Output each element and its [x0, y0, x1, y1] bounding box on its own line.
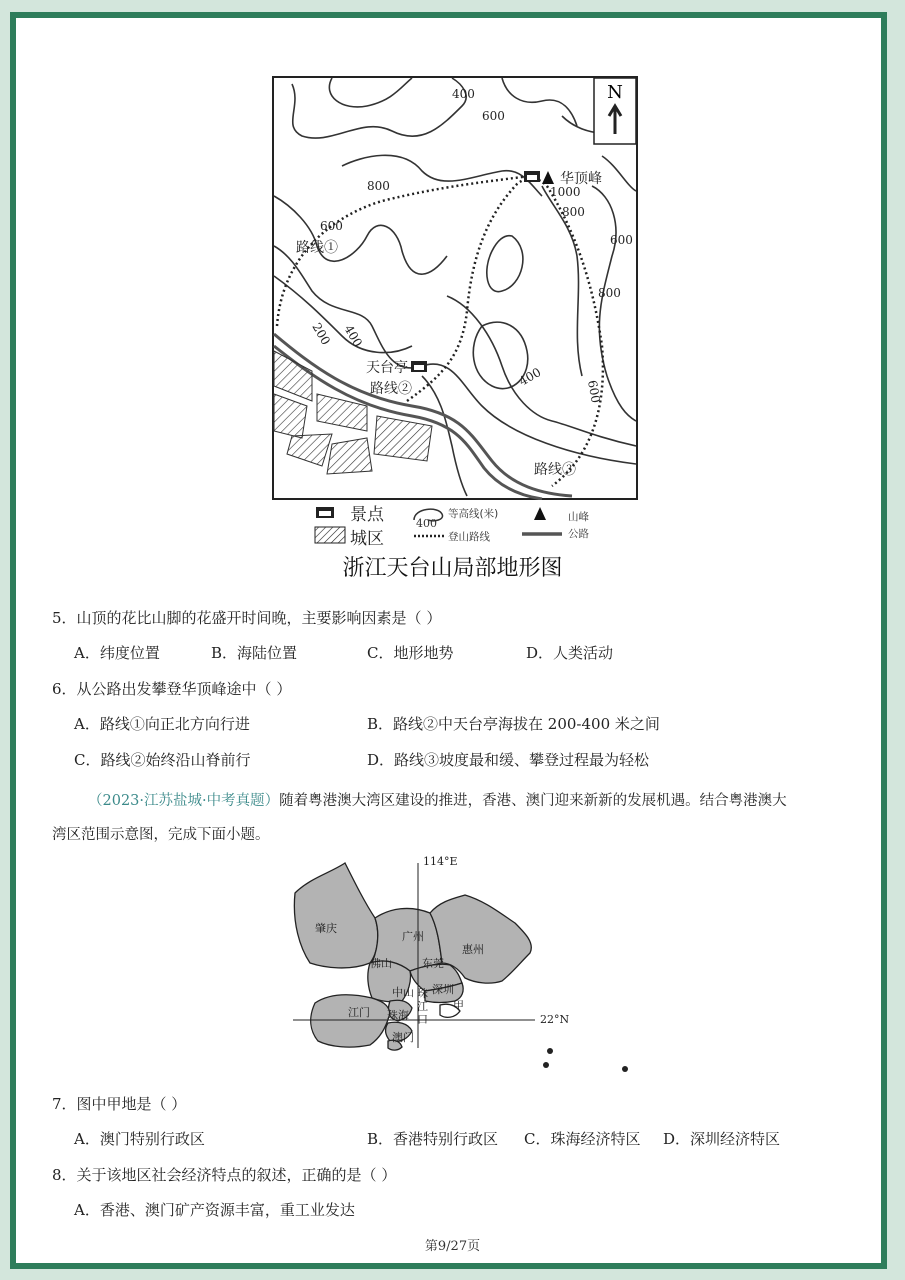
q6-option-d[interactable]: D．路线③坡度最和缓、攀登过程最为轻松 — [367, 751, 650, 769]
question-8-stem: 8．关于该地区社会经济特点的叙述，正确的是（ ） — [52, 1166, 397, 1184]
scenic-icon — [411, 361, 427, 372]
latitude-label: 22°N — [540, 1013, 570, 1026]
legend-contour-label: 等高线(米) — [448, 508, 499, 520]
contour-label: 400 — [452, 87, 475, 101]
q7-option-c[interactable]: C．珠海经济特区 — [524, 1130, 641, 1148]
river-label: 口 — [417, 1013, 428, 1026]
city-label: 深圳 — [432, 983, 454, 996]
pavilion-label: 天台亭 — [366, 360, 408, 376]
contour-label: 400 — [341, 322, 365, 350]
legend-scenic: 景点 — [350, 505, 384, 525]
contour-label: 800 — [367, 179, 390, 193]
question-6-stem: 6．从公路出发攀登华顶峰途中（ ） — [52, 680, 292, 698]
contour-label: 600 — [482, 109, 505, 123]
contour-label: 800 — [598, 286, 621, 300]
island-dot — [543, 1062, 549, 1068]
q6-option-b[interactable]: B．路线②中天台亭海拔在 200-400 米之间 — [367, 715, 660, 733]
river-label: 江 — [417, 1000, 428, 1013]
map-title: 浙江天台山局部地形图 — [342, 556, 563, 581]
legend-trail-label: 登山路线 — [448, 531, 490, 543]
q7-option-b[interactable]: B．香港特别行政区 — [367, 1130, 499, 1148]
city-label: 肇庆 — [315, 922, 337, 935]
contour-label: 600 — [610, 233, 633, 247]
city-label: 佛山 — [370, 957, 392, 970]
contour-label: 600 — [585, 379, 603, 405]
topographic-map — [272, 76, 638, 500]
location-jia-label: 甲 — [453, 999, 464, 1012]
peak-name-label: 华顶峰 — [560, 171, 602, 187]
scenic-icon — [316, 507, 334, 518]
q6-option-c[interactable]: C．路线②始终沿山脊前行 — [74, 751, 251, 769]
contour-label: 1000 — [550, 185, 581, 199]
peak-icon — [534, 507, 546, 520]
q5-option-d[interactable]: D．人类活动 — [526, 644, 614, 662]
legend-road-label: 公路 — [568, 528, 589, 540]
bay-area-map — [290, 853, 640, 1078]
contour-label: 400 — [516, 365, 544, 389]
q6-option-a[interactable]: A．路线①向正北方向行进 — [74, 715, 250, 733]
intro-line-2: 湾区范围示意图，完成下面小题。 — [52, 827, 270, 843]
source-tag: （2023·江苏盐城·中考真题） — [88, 793, 280, 809]
city-label: 珠海 — [387, 1009, 409, 1022]
river-label: 珠 — [417, 987, 428, 1000]
intro-paragraph — [52, 784, 852, 852]
q8-option-a[interactable]: A．香港、澳门矿产资源丰富，重工业发达 — [74, 1201, 355, 1219]
q7-option-d[interactable]: D．深圳经济特区 — [663, 1130, 781, 1148]
q5-option-b[interactable]: B．海陆位置 — [211, 644, 298, 662]
city-label: 中山 — [392, 986, 414, 999]
island-dot — [547, 1048, 553, 1054]
q7-option-a[interactable]: A．澳门特别行政区 — [74, 1130, 205, 1148]
legend-peak-label: 山峰 — [568, 511, 589, 523]
contour-label: 800 — [562, 205, 585, 219]
city-label: 澳门 — [392, 1031, 414, 1044]
q5-option-c[interactable]: C．地形地势 — [367, 644, 454, 662]
city-label: 江门 — [348, 1006, 370, 1019]
contour-label: 600 — [320, 219, 343, 233]
route-1-label: 路线① — [296, 240, 338, 256]
city-label: 广州 — [402, 930, 424, 943]
city-label: 东莞 — [422, 957, 444, 970]
q5-option-a[interactable]: A．纬度位置 — [74, 644, 160, 662]
scenic-icon — [524, 171, 540, 182]
island-dot — [622, 1066, 628, 1072]
legend-contour-value: 400 — [416, 517, 437, 530]
city-label: 惠州 — [462, 943, 484, 956]
question-5-stem: 5．山顶的花比山脚的花盛开时间晚，主要影响因素是（ ） — [52, 609, 442, 627]
question-7-stem: 7．图中甲地是（ ） — [52, 1095, 187, 1113]
longitude-label: 114°E — [423, 855, 458, 868]
legend-urban: 城区 — [350, 529, 384, 549]
map-legend — [310, 500, 640, 550]
intro-line-1: 随着粤港澳大湾区建设的推进，香港、澳门迎来新新的发展机遇。结合粤港澳大 — [279, 793, 787, 809]
route-3-label: 路线③ — [534, 462, 576, 478]
contour-label: 200 — [309, 320, 333, 348]
page-number: 第9/27页 — [424, 1239, 481, 1254]
north-label: N — [607, 82, 623, 103]
route-2-label: 路线② — [370, 381, 412, 397]
